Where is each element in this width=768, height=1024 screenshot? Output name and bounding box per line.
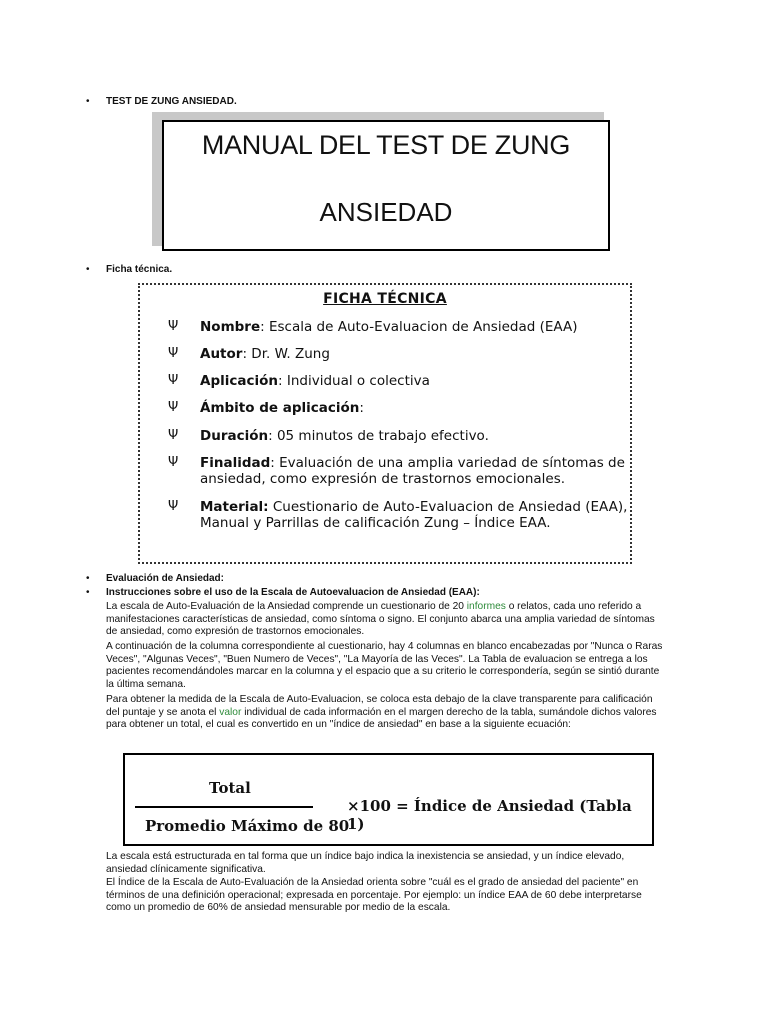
heading-test-zung: TEST DE ZUNG ANSIEDAD. [106,96,237,107]
manual-title-line2: ANSIEDAD [319,197,453,227]
psi-icon: Ψ [168,499,179,514]
bullet-dot: • [86,264,90,275]
heading-evaluacion: Evaluación de Ansiedad: [106,573,224,584]
paragraph-medida: Para obtener la medida de la Escala de Auto-Evaluacion, se coloca esta debajo de la clave transparente para calificación del puntaje y se anota el valor individual de cada información en el margen derecho de la tabla, sumándole dichos valores para obtener un total, el cual es convertido en un "índice de ansiedad" en base a la siguiente ecuación: [106,694,657,730]
bullet-dot: • [86,573,90,584]
paragraph-escala: La escala de Auto-Evaluación de la Ansiedad comprende un cuestionario de 20 informes o relatos, cada uno referido a manifestaciones características de ansiedad, como síntoma o signo. El conjunto abarca una amplia variedad de síntomas de ansiedad, como expresión de trastornos emocionales. [106,601,655,637]
bullet-dot: • [86,587,90,598]
psi-icon: Ψ [168,400,179,415]
ficha-tecnica-box: FICHA TÉCNICA Ψ Nombre: Escala de Auto-Evaluacion de Ansiedad (EAA) Ψ Autor: Dr. W. Zung Ψ Aplicación: Individual o colectiva Ψ Ámbito de aplicación: Ψ Duración: 05 minutos de trabajo efectivo. Ψ Finalidad: Evaluación de una amplia variedad de síntomas de ansiedad, como expresión de trastornos emocionales. Ψ Material: Cuestionario de Auto-Evaluacion de Ansiedad (EAA), Manual y Parrillas de calificación Zung – Índice EAA. [138,283,632,564]
paragraph-columnas: A continuación de la columna correspondiente al cuestionario, hay 4 columnas en blanco encabezadas por "Nunca o Raras Veces", "Algunas Veces", "Buen Numero de Veces", "La Mayoría de las Veces". La Tabla de evaluacion se entrega a los pacientes recomendándoles marcar en la columna y el espacio que a su criterio le correspondería, según se sintió durante la última semana. [106,641,663,690]
manual-title-box [162,120,610,251]
link-valor[interactable]: valor [219,706,242,718]
formula-numerator: Total [209,779,251,797]
psi-icon: Ψ [168,373,179,388]
formula-result: ×100 = Índice de Ansiedad (Tabla 1) [347,797,632,833]
formula-denominator: Promedio Máximo de 80 [145,817,350,835]
fraction-bar [135,806,313,808]
heading-instrucciones: Instrucciones sobre el uso de la Escala de Autoevaluacion de Ansiedad (EAA): [106,587,480,598]
psi-icon: Ψ [168,346,179,361]
heading-ficha-tecnica: Ficha técnica. [106,264,173,275]
paragraph-estructura: La escala está estructurada en tal forma que un índice bajo indica la inexistencia se ansiedad, y un índice elevado, ansiedad clínicamente significativa. [106,851,625,875]
ficha-title: FICHA TÉCNICA [323,291,447,307]
link-informes[interactable]: informes [466,601,506,612]
psi-icon: Ψ [168,428,179,443]
psi-icon: Ψ [168,455,179,470]
psi-icon: Ψ [168,319,179,334]
bullet-dot: • [86,96,90,107]
manual-title-line1: MANUAL DEL TEST DE ZUNG [201,130,571,160]
formula-box [123,753,654,846]
paragraph-indice: El Índice de la Escala de Auto-Evaluación de la Ansiedad orienta sobre "cuál es el grado de ansiedad del paciente" en términos de una definición operacional; expresada en porcentaje. Por ejemplo: un índice EAA de 60 debe interpretarse como un promedio de 60% de ansiedad mensurable por medio de la escala. [106,877,642,913]
